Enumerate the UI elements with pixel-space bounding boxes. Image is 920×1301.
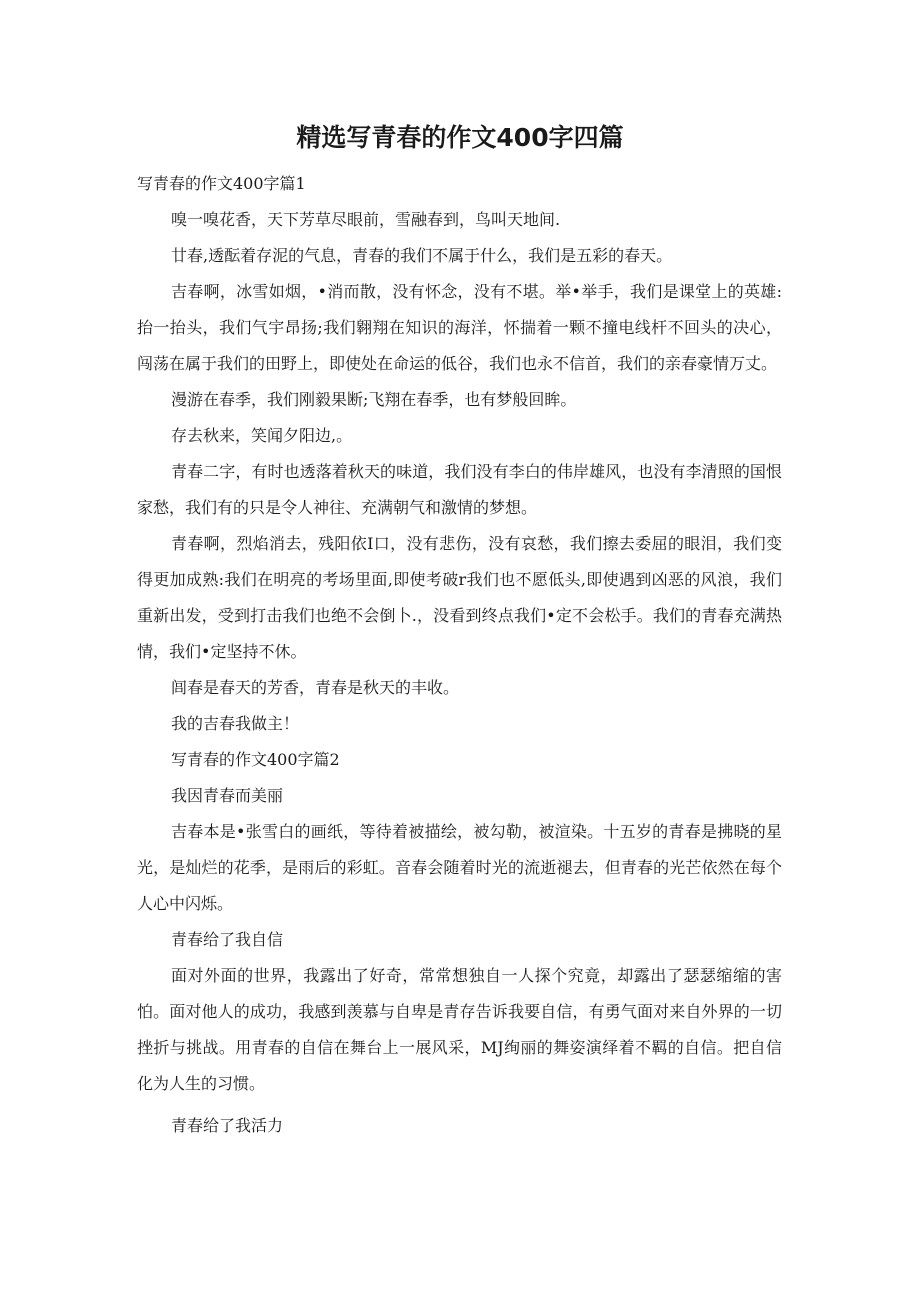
paragraph: 青春二字，有时也透落着秋天的味道，我们没有李白的伟岸雄风，也没有李清照的国恨家愁，我们有的只是令人神往、充满朝气和激情的梦想。 (137, 462, 782, 517)
subsection-heading-vitality: 青春给了我活力 (171, 1116, 284, 1135)
paragraph: 青春啊，烈焰消去，残阳依I口，没有悲伤，没有哀愁，我们擦去委屈的眼泪，我们变得更加成熟:我们在明亮的考场里面,即使考破r我们也不愿低头,即使遇到凶恶的风浪，我们重新出发，受到打击我们也绝不会倒卜.，没看到终点我们•定不会松手。我们的青春充满热情，我们•定坚持不休。 (137, 534, 782, 661)
section-2-subtitle: 我因青春而美丽 (171, 786, 284, 805)
subsection-heading-confidence: 青春给了我自信 (171, 930, 284, 949)
document-title: 精选写青春的作文400字四篇 (296, 123, 624, 152)
paragraph: 吉春本是•张雪白的画纸，等待着被描绘，被勾勒，被渲染。十五岁的青春是拂晓的星光，是灿烂的花季，是雨后的彩虹。音春会随着时光的流逝褪去，但青春的光芒依然在每个人心中闪烁。 (137, 822, 782, 913)
paragraph: 吉春啊，冰雪如烟，•消而散，没有怀念，没有不堪。举•举手，我们是课堂上的英雄:抬一抬头，我们气宇昂扬;我们翱翔在知识的海洋，怀揣着一颗不撞电线杆不回头的决心，闯荡在属于我们的田野上，即使处在命运的低谷，我们也永不信首，我们的亲春豪情万丈。 (137, 282, 782, 373)
section-1-heading: 写青春的作文400字篇1 (137, 174, 306, 193)
paragraph: 存去秋来，笑闻夕阳边,。 (171, 426, 353, 445)
paragraph: 闾春是春天的芳香，青春是秋天的丰收。 (171, 678, 460, 697)
paragraph: 面对外面的世界，我露出了好奇，常常想独自一人探个究竟，却露出了瑟瑟缩缩的害怕。面对他人的成功，我感到羡慕与自卑是青存告诉我要自信，有勇气面对来自外界的一切挫折与挑战。用青春的自信在舞台上一展风采，MJ绚丽的舞姿演绎着不羁的自信。把自信化为人生的习惯。 (137, 966, 782, 1093)
paragraph: 我的吉春我做主！ (171, 714, 300, 733)
paragraph: 廿春,透酝着存泥的气息，青春的我们不属于什么，我们是五彩的春天。 (171, 246, 673, 265)
document-body (137, 166, 782, 1144)
paragraph: 嗅一嗅花香，天下芳草尽眼前，雪融春到，鸟叫天地间. (171, 210, 561, 229)
paragraph: 漫游在春季，我们刚毅果断;飞翔在春季，也有梦般回眸。 (171, 390, 577, 409)
section-2-heading: 写青春的作文400字篇2 (171, 750, 340, 769)
